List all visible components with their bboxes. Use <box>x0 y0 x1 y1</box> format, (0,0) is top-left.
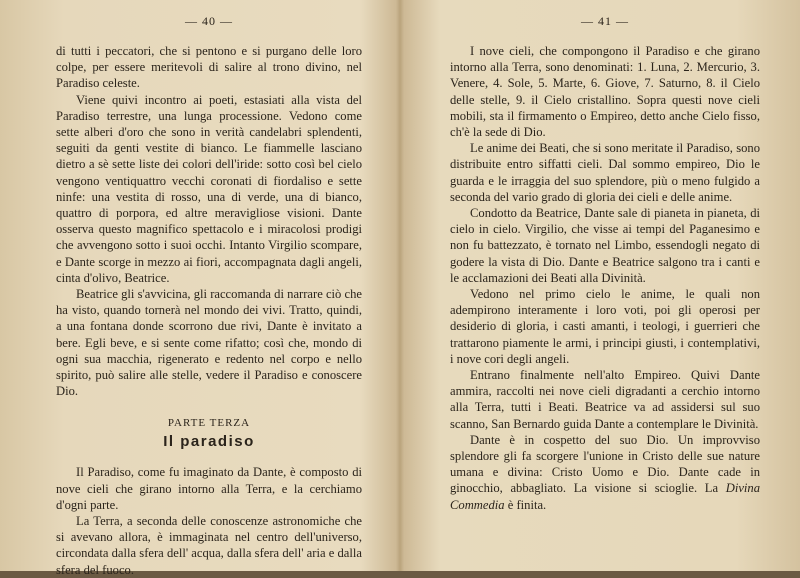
paragraph: Beatrice gli s'avvicina, gli raccomanda di narrare ciò che ha visto, quando tornerà nel mondo dei vivi. Tratto, quindi, a una fontana donde scorrono due rivi, Dante è invitato a bere. Egli beve, e si sente come rifatto; così che, mondo di ogni sua macchia, rigenerato e redento nel corpo e nello spirito, può salire alle stelle, vedere il Paradiso e conoscere Dio. <box>56 287 362 399</box>
page-text <box>450 43 760 513</box>
paragraph: I nove cieli, che compongono il Paradiso e che girano intorno alla Terra, sono denominati: 1. Luna, 2. Mercurio, 3. Venere, 4. Sole, 5. Marte, 6. Giove, 7. Saturno, 8. il Cielo delle stelle, 9. il Cielo cristallino. Sopra questi nove cieli mobili, sta il firmamento o Empireo, detto anche Cielo fisso, ch'è la sede di Dio. <box>450 44 760 140</box>
paragraph: La Terra, a seconda delle conoscenze astronomiche che si avevano allora, è immaginata nel centro dell'universo, circondata dalla sfera dell' acqua, dalla sfera dell' aria e dalla sfera del fuoco. <box>56 514 362 577</box>
paragraph-tail: è finita. <box>504 497 547 512</box>
paragraph: Il Paradiso, come fu imaginato da Dante, è composto di nove cieli che girano intorno alla Terra, e la cerchiamo d'ogni parte. <box>56 465 362 512</box>
left-page <box>0 0 400 577</box>
page-number: — 41 — <box>581 14 629 28</box>
paragraph: di tutti i peccatori, che si pentono e si purgano delle loro colpe, per essere meritevoli di salire al trono divino, nel Paradiso celeste. <box>56 44 362 91</box>
page-number: — 40 — <box>185 14 233 28</box>
paragraph: Le anime dei Beati, che si sono meritate il Paradiso, sono distribuite entro siffatti cieli. Dal sommo empireo, Dio le guarda e le irraggia del suo splendore, più o meno fulgido a seconda del vario grado di gloria dei cieli e delle anime. <box>450 141 760 204</box>
paragraph: Viene quivi incontro ai poeti, estasiati alla vista del Paradiso terrestre, una lunga processione. Vedono come sette alberi d'oro che sono in verità candelabri splendenti, seguiti da genti vestite di bianco. Le fiammelle lasciano dietro a sè sette liste dei colori dell'iride: sotto così bel cielo vengono ventiquattro vecchi coronati di fiordaliso e sette ninfe: una vestita di rosso, una di verde, una di bianco, quattro di porpora, ed altre meravigliose visioni. Dante osserva questo magnifico spettacolo e i miracolosi prodigi che avvengono sotto i suoi occhi. Intanto Virgilio scompare, e Dante scorge in mezzo ai fiori, accompagnata dagli angeli, cinta d'olivo, Beatrice. <box>56 92 362 285</box>
right-page <box>400 0 800 571</box>
paragraph: Vedono nel primo cielo le anime, le quali non adempirono interamente i loro voti, poi gli operosi per desiderio di gloria, i casti amanti, i teologi, i guerrieri che trattarono piamente le armi, i principi giusti, i contemplativi, i nove cori degli angeli. <box>450 287 760 366</box>
italic-title: Divina Commedia <box>450 481 760 512</box>
section-title: Il paradiso <box>163 433 255 451</box>
page-text <box>56 43 362 399</box>
paragraph <box>450 432 760 513</box>
paragraph-text: Dante è in cospetto del suo Dio. Un improvviso splendore gli fa scorgere l'unione in Cristo delle sue nature umana e divina: Cristo Uomo e Dio. Dante cade in ginocchio, abbagliato. La visione si scioglie. La <box>450 432 760 496</box>
paragraph: Condotto da Beatrice, Dante sale di pianeta in pianeta, di cielo in cielo. Virgilio, che visse ai tempi del Paganesimo e non fu battezzato, è tornato nel Limbo, essendogli negato di godere la vista di Dio. Dante e Beatrice salgono tra i canti e le acclamazioni dei Beati alla Divinità. <box>450 206 760 285</box>
section-label: PARTE TERZA <box>167 417 251 430</box>
section-text <box>56 464 362 577</box>
paragraph: Entrano finalmente nell'alto Empireo. Quivi Dante ammira, raccolti nei nove cieli digradanti a cerchio intorno alla Terra, tutti i Beati. Beatrice va ad assidersi sul suo scanno, San Bernardo guida Dante a contemplare le Divinità. <box>450 368 760 431</box>
